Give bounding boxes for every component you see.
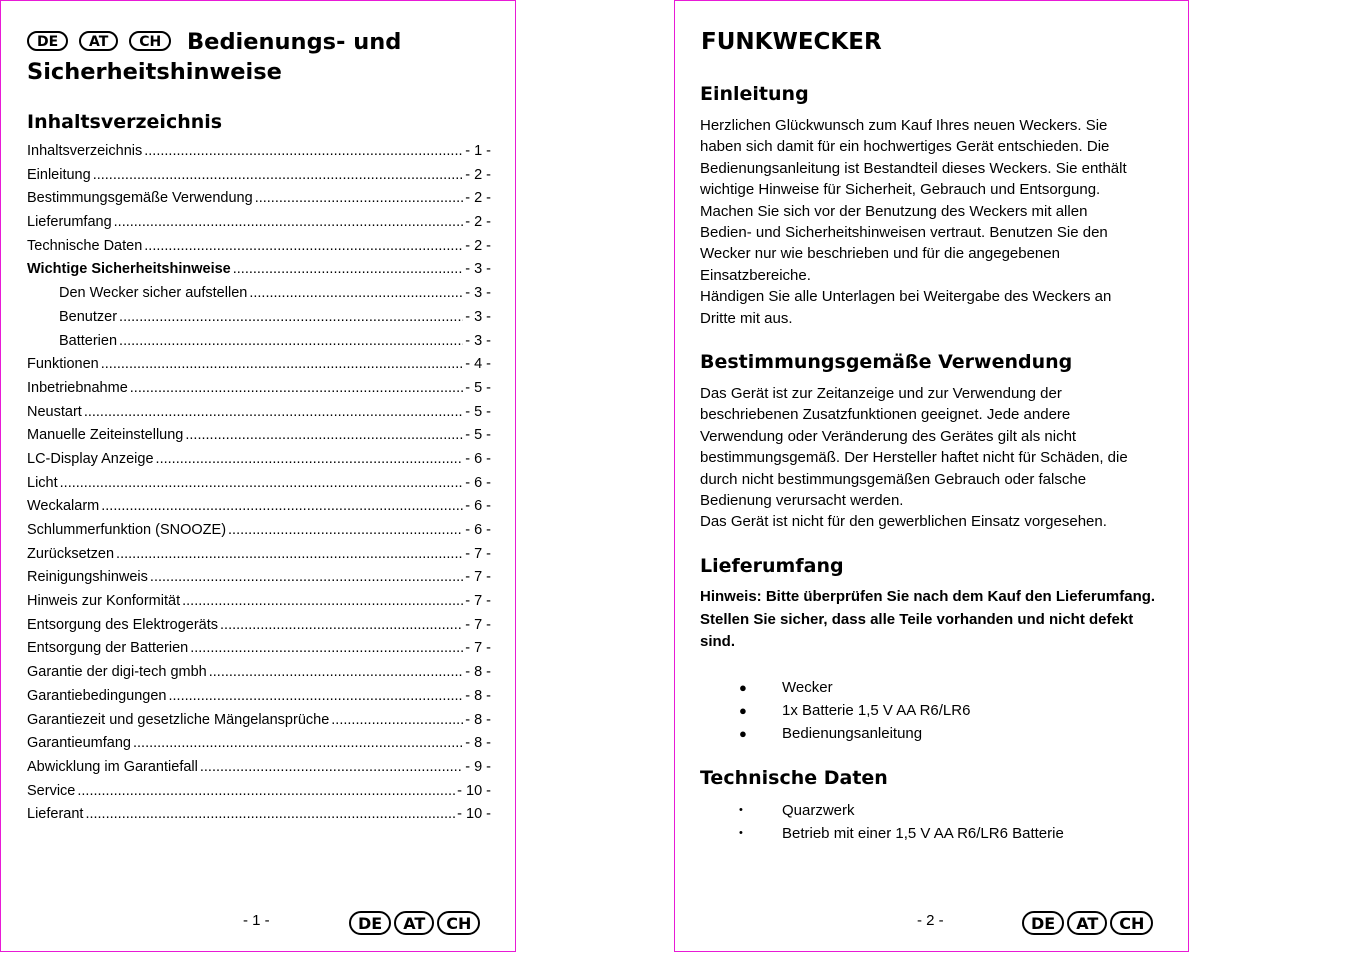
toc-entry[interactable] [27, 380, 491, 404]
toc-entry-title: Manuelle Zeiteinstellung [27, 427, 184, 444]
toc-entry-page: - 3 - [465, 332, 491, 349]
toc-entry-title: Benutzer [59, 308, 118, 325]
section-heading-technische-daten: Technische Daten [700, 767, 888, 789]
toc-entry-title: Licht [27, 474, 58, 491]
toc-entry[interactable] [27, 214, 491, 238]
toc-title: Inhaltsverzeichnis [27, 111, 223, 133]
page-number: - 2 - [917, 912, 944, 929]
toc-entry-title: Reinigungshinweis [27, 569, 148, 586]
text-line: durch nicht bestimmungsgemäßen Gebrauch oder falsche [700, 470, 1087, 488]
toc-entry-title: Garantie der digi-tech gmbh [27, 664, 207, 681]
toc-entry-page: - 8 - [465, 711, 491, 728]
text-line: Verwendung oder Veränderung des Gerätes gilt als nicht [700, 427, 1077, 445]
toc-entry[interactable] [27, 498, 491, 522]
toc-entry-page: - 1 - [465, 143, 491, 159]
list-item-text: Betrieb mit einer 1,5 V AA R6/LR6 Batterie [782, 825, 1064, 842]
footer-country-badges [349, 911, 483, 936]
country-badge-de: DE [349, 911, 391, 935]
text-line: Einsatzbereiche. [700, 266, 811, 284]
toc-entry-title: Zurücksetzen [27, 545, 115, 562]
list-item-text: Quarzwerk [782, 802, 855, 819]
toc-entry[interactable] [27, 427, 491, 451]
bullet-icon: ● [739, 703, 747, 718]
toc-entry[interactable] [27, 783, 491, 807]
left-page [0, 0, 516, 952]
toc-entry-page: - 3 - [465, 308, 491, 325]
toc-entry-page: - 3 - [465, 261, 491, 278]
bullet-icon: • [739, 827, 743, 839]
toc-entry-title: Neustart [27, 403, 82, 420]
toc-entry-page: - 2 - [465, 190, 491, 207]
section-heading-lieferumfang: Lieferumfang [700, 555, 844, 577]
toc-subentry[interactable] [27, 333, 491, 357]
text-line: Stellen Sie sicher, dass alle Teile vorhanden und nicht defekt [700, 610, 1134, 628]
toc-entry-page: - 6 - [465, 474, 491, 491]
toc-entry-page: - 2 - [465, 214, 491, 231]
toc-entry-page: - 9 - [465, 758, 491, 775]
toc-entry[interactable] [27, 712, 491, 736]
toc-entry-title: Den Wecker sicher aufstellen [59, 285, 248, 302]
footer-country-badges [1022, 911, 1156, 936]
toc-entry[interactable] [27, 475, 491, 499]
country-badge-de: DE [27, 31, 68, 51]
technische-daten-list [735, 799, 1064, 845]
toc-entry-page: - 7 - [465, 569, 491, 586]
country-badge-at: AT [1067, 911, 1107, 935]
toc-entry-title: Wichtige Sicherheitshinweise [27, 261, 231, 278]
toc-entry[interactable] [27, 688, 491, 712]
country-badge-ch: CH [129, 31, 171, 51]
toc-entry[interactable] [27, 522, 491, 546]
toc-entry-title: Entsorgung des Elektrogeräts [27, 616, 219, 633]
country-badge-de: DE [1022, 911, 1064, 935]
toc-entry-page: - 2 - [465, 166, 491, 183]
country-badge-at: AT [79, 31, 118, 51]
toc-entry-page: - 8 - [465, 735, 491, 752]
toc-entry-title: Inhaltsverzeichnis [27, 143, 143, 159]
document-heading [27, 27, 497, 87]
toc-entry-title: Einleitung [27, 166, 91, 183]
toc-entry-title: Garantiezeit und gesetzliche Mängelansprüche [27, 711, 330, 728]
toc-entry-page: - 5 - [465, 403, 491, 420]
bullet-icon: ● [739, 680, 747, 695]
document-heading-text: Bedienungs- und Sicherheitshinweise [27, 29, 402, 85]
toc-entry-title: Garantieumfang [27, 735, 131, 752]
text-line: Bedienungsanleitung ist Bestandteil dieses Weckers. Sie enthält [700, 159, 1127, 177]
toc-entry[interactable] [27, 404, 491, 428]
toc-entry-page: - 3 - [465, 285, 491, 302]
text-line: haben sich damit für ein hochwertiges Gerät entschieden. Die [700, 138, 1110, 156]
text-line: Das Gerät ist zur Zeitanzeige und zur Verwendung der [700, 385, 1062, 402]
toc-entry-title: Service [27, 782, 76, 799]
toc-entry-title: Batterien [59, 332, 118, 349]
toc-entry-page: - 8 - [465, 664, 491, 681]
toc-entry-page: - 2 - [465, 237, 491, 254]
list-item [735, 699, 970, 722]
list-item-text: 1x Batterie 1,5 V AA R6/LR6 [782, 702, 971, 719]
toc-entry-title: Abwicklung im Garantiefall [27, 758, 198, 775]
toc-entry-title: Hinweis zur Konformität [27, 593, 181, 610]
toc-entry-page: - 7 - [465, 616, 491, 633]
verwendung-text [700, 383, 1170, 533]
text-line: Bedien- und Sicherheitshinweisen vertraut. Benutzen Sie den [700, 224, 1108, 242]
text-line: Machen Sie sich vor der Benutzung des Weckers mit allen [700, 202, 1088, 220]
toc-entry-title: Bestimmungsgemäße Verwendung [27, 190, 253, 207]
text-line: Händigen Sie alle Unterlagen bei Weitergabe des Weckers an [700, 288, 1112, 306]
country-badge-at: AT [394, 911, 434, 935]
toc-entry[interactable] [27, 735, 491, 759]
text-line: Herzlichen Glückwunsch zum Kauf Ihres neuen Weckers. Sie [700, 117, 1108, 134]
text-line: Bedienung verursacht werden. [700, 492, 904, 510]
toc-entry-title: Schlummerfunktion (SNOOZE) [27, 522, 227, 538]
toc-entry[interactable] [27, 546, 491, 570]
toc-entry-title: Garantiebedingungen [27, 687, 167, 704]
toc-entry[interactable] [27, 640, 491, 664]
text-line: Hinweis: Bitte überprüfen Sie nach dem Kauf den Lieferumfang. [700, 588, 1156, 605]
toc-entry[interactable] [27, 356, 491, 380]
toc-entry-page: - 6 - [465, 498, 491, 515]
einleitung-text [700, 115, 1160, 329]
toc-entry[interactable] [27, 664, 491, 688]
country-badge-ch: CH [1110, 911, 1153, 935]
toc-subentry[interactable] [27, 285, 491, 309]
toc-entry[interactable] [27, 261, 491, 285]
toc-entry-page: - 7 - [465, 545, 491, 562]
toc-entry[interactable] [27, 167, 491, 191]
toc-entry[interactable] [27, 143, 491, 167]
toc-entry-page: - 4 - [465, 356, 491, 373]
toc-entry-page: - 7 - [465, 593, 491, 610]
list-item [735, 722, 970, 745]
toc-entry-title: Weckalarm [27, 498, 100, 515]
toc-entry-page: - 5 - [465, 379, 491, 396]
page-number: - 1 - [243, 912, 270, 929]
toc-entry-page: - 7 - [465, 640, 491, 657]
text-line: wichtige Hinweise für Sicherheit, Gebrauch und Entsorgung. [700, 181, 1101, 199]
toc-entry[interactable] [27, 593, 491, 617]
toc-entry-title: Lieferant [27, 806, 84, 823]
toc-entry[interactable] [27, 759, 491, 783]
bullet-icon: • [739, 804, 743, 816]
right-page [674, 0, 1189, 952]
text-line: beschriebenen Zusatzfunktionen geeignet. Jede andere [700, 406, 1071, 424]
list-item-text: Bedienungsanleitung [782, 725, 923, 742]
list-item-text: Wecker [782, 679, 833, 696]
country-badge-ch: CH [437, 911, 480, 935]
toc-entry-page: - 6 - [465, 450, 491, 467]
text-line: Das Gerät ist nicht für den gewerblichen Einsatz vorgesehen. [700, 513, 1107, 531]
lieferumfang-note [700, 586, 1170, 654]
toc-entry[interactable] [27, 806, 491, 830]
toc-entry-page: - 8 - [465, 687, 491, 704]
list-item [735, 799, 1064, 822]
toc-entry[interactable] [27, 190, 491, 214]
text-line: Wecker nur wie beschrieben und für die angegebenen [700, 245, 1060, 263]
toc-entry-page: - 10 - [457, 806, 491, 823]
toc-entry-title: Entsorgung der Batterien [27, 640, 189, 657]
text-line: sind. [700, 633, 736, 650]
text-line: bestimmungsgemäß. Der Hersteller haftet nicht für Schäden, die [700, 449, 1128, 467]
lieferumfang-list [735, 676, 970, 745]
toc-subentry[interactable] [27, 309, 491, 333]
toc-entry-title: Lieferumfang [27, 214, 112, 231]
toc-entry[interactable] [27, 617, 491, 641]
list-item [735, 676, 970, 699]
toc-entry-title: Inbetriebnahme [27, 379, 128, 396]
toc-entry-title: Funktionen [27, 356, 99, 373]
section-heading-verwendung: Bestimmungsgemäße Verwendung [700, 351, 1073, 373]
toc-entry-title: LC-Display Anzeige [27, 450, 154, 467]
product-title: FUNKWECKER [701, 29, 882, 55]
toc-entry[interactable] [27, 238, 491, 262]
list-item [735, 822, 1064, 845]
table-of-contents [27, 143, 491, 830]
text-line: Dritte mit aus. [700, 309, 793, 327]
toc-entry[interactable] [27, 451, 491, 475]
toc-entry[interactable] [27, 569, 491, 593]
section-heading-einleitung: Einleitung [700, 83, 809, 105]
toc-entry-page: - 6 - [465, 522, 491, 538]
toc-entry-title: Technische Daten [27, 237, 143, 254]
bullet-icon: ● [739, 726, 747, 741]
toc-entry-page: - 10 - [457, 782, 491, 799]
toc-entry-page: - 5 - [465, 427, 491, 444]
